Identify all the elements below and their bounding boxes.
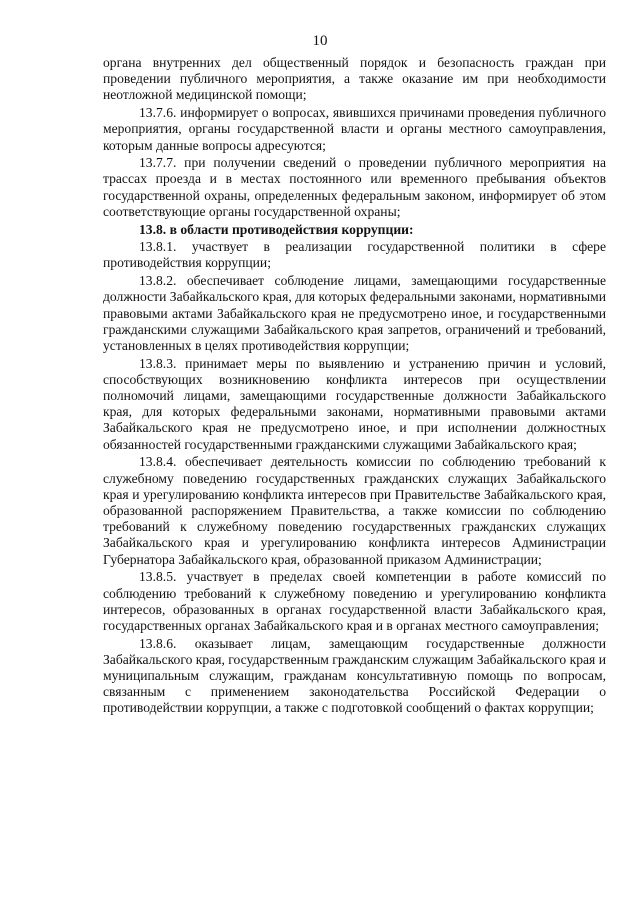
paragraph-13-8-4: 13.8.4. обеспечивает деятельность комиссии по соблюдению требований к служебному поведению государственных гражданских служащих Забайкальского края и урегулированию конфликта интересов при Правительстве Забайкальского края, образованной распоряжением Правительства, а также комиссии по соблюдению требований к служебному поведению государственных гражданских служащих Забайкальского края и урегулированию конфликта интересов Администрации Губернатора Забайкальского края, образованной приказом Администрации; — [103, 454, 606, 567]
paragraph-continuation: органа внутренних дел общественный порядок и безопасность граждан при проведении публичного мероприятия, а также оказание им при необходимости неотложной медицинской помощи; — [103, 55, 606, 103]
document-body — [103, 55, 606, 718]
paragraph-13-8-3: 13.8.3. принимает меры по выявлению и устранению причин и условий, способствующих возникновению конфликта интересов при осуществлении полномочий лицами, замещающими государственные должности Забайкальского края, для которых федеральными законами, нормативными правовыми актами Забайкальского края не предусмотрено иное, и при исполнении должностных обязанностей государственными гражданскими служащими Забайкальского края; — [103, 355, 606, 452]
paragraph-13-8-1: 13.8.1. участвует в реализации государственной политики в сфере противодействия коррупции; — [103, 239, 606, 271]
page-number: 10 — [312, 33, 328, 49]
section-heading-13-8: 13.8. в области противодействия коррупции: — [139, 221, 414, 237]
paragraph-13-8-2: 13.8.2. обеспечивает соблюдение лицами, замещающими государственные должности Забайкальского края, для которых федеральными законами, нормативными правовыми актами Забайкальского края не предусмотрено иное, и государственными гражданскими служащими Забайкальского края запретов, ограничений и требований, установленных в целях противодействия коррупции; — [103, 273, 606, 353]
paragraph-13-7-7: 13.7.7. при получении сведений о проведении публичного мероприятия на трассах проезда и в местах постоянного или временного пребывания объектов государственной охраны, определенных федеральным законом, информирует об этом соответствующие органы государственной охраны; — [103, 155, 606, 219]
paragraph-13-8-6: 13.8.6. оказывает лицам, замещающим государственные должности Забайкальского края, государственным гражданским служащим Забайкальского края и муниципальным служащим, гражданам консультативную помощь по вопросам, связанным с применением законодательства Российской Федерации о противодействии коррупции, а также с подготовкой сообщений о фактах коррупции; — [103, 635, 606, 716]
paragraph-13-7-6: 13.7.6. информирует о вопросах, явившихся причинами проведения публичного мероприятия, органы государственной власти и органы местного самоуправления, которым данные вопросы адресуются; — [103, 105, 606, 153]
paragraph-13-8-5: 13.8.5. участвует в пределах своей компетенции в работе комиссий по соблюдению требований к служебному поведению и урегулированию конфликта интересов, образованных в органах государственной власти Забайкальского края, государственных органах Забайкальского края и в органах местного самоуправления; — [103, 569, 606, 633]
